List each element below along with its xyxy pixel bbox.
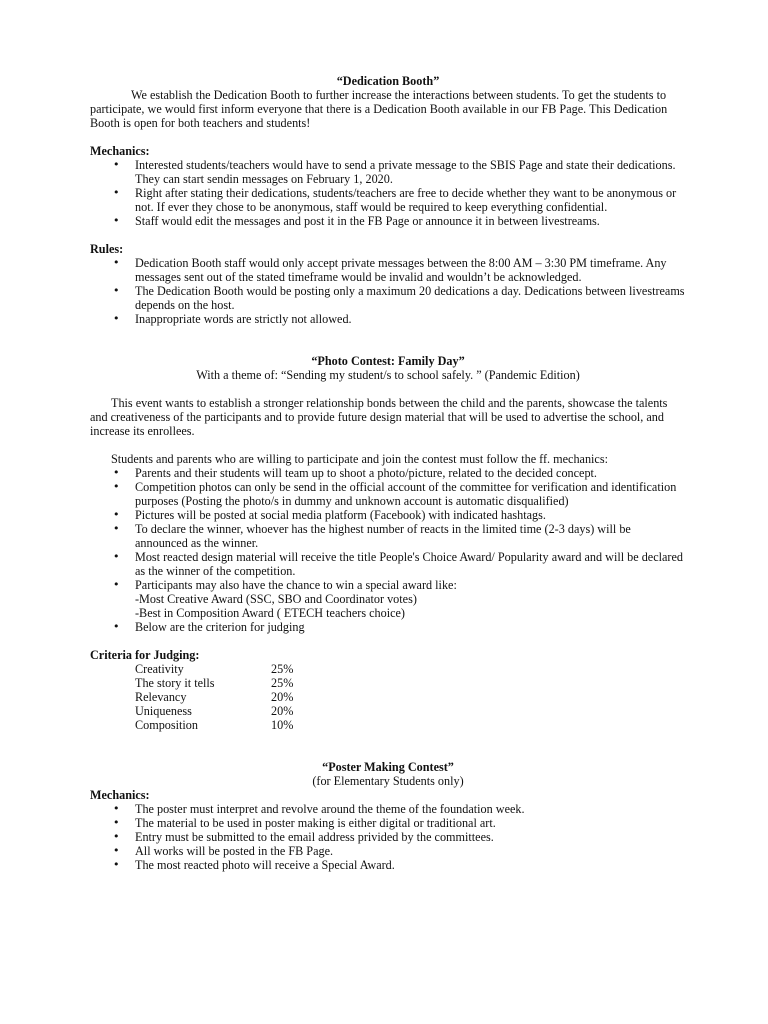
criteria-table	[90, 662, 686, 732]
list-item: • All works will be posted in the FB Page.	[90, 844, 686, 858]
criteria-heading: Criteria for Judging:	[90, 648, 200, 662]
dedication-intro: We establish the Dedication Booth to further increase the interactions between students. To get the students to participate, we would first inform everyone that there is a Dedication Booth available in our FB Page. This Dedication Booth is open for both teachers and students!	[90, 88, 668, 130]
criteria-name: Relevancy	[135, 690, 187, 704]
list-item: • Competition photos can only be send in the official account of the committee for verification and identification purposes (Posting the photo/s in dummy and unknown account is automatic disqualified)	[90, 480, 686, 508]
list-item: • To declare the winner, whoever has the highest number of reacts in the limited time (2-3 days) will be announced as the winner.	[90, 522, 686, 550]
list-item: • The material to be used in poster making is either digital or traditional art.	[90, 816, 686, 830]
list-item: • The Dedication Booth would be posting only a maximum 20 dedications a day. Dedications between livestreams depends on the host.	[90, 284, 686, 312]
list-item: • Interested students/teachers would have to send a private message to the SBIS Page and state their dedications. They can start sendin messages on February 1, 2020.	[90, 158, 686, 186]
criteria-weight: 20%	[271, 690, 294, 704]
list-item: • Pictures will be posted at social media platform (Facebook) with indicated hashtags.	[90, 508, 686, 522]
list-item: • Dedication Booth staff would only accept private messages between the 8:00 AM – 3:30 PM timeframe. Any messages sent out of the stated timeframe would be invalid and wouldn’t be acknowledged.	[90, 256, 686, 284]
dedication-rules-heading: Rules:	[90, 242, 124, 256]
list-item: • Below are the criterion for judging	[90, 620, 686, 634]
poster-contest-subtitle: (for Elementary Students only)	[312, 774, 464, 788]
dedication-rules-list	[90, 256, 686, 326]
list-item-special-award	[90, 578, 686, 620]
special-award-lead: Participants may also have the chance to win a special award like:	[135, 578, 457, 592]
special-award-item: -Best in Composition Award ( ETECH teachers choice)	[135, 606, 405, 620]
criteria-name: Creativity	[135, 662, 184, 676]
criteria-row	[90, 690, 686, 704]
photo-contest-intro: This event wants to establish a stronger relationship bonds between the child and the parents, showcase the talents and creativeness of the participants and to provide future design material that will be used to advertise the school, and increase its enrollees.	[90, 396, 668, 438]
photo-contest-theme: With a theme of: “Sending my student/s to school safely. ” (Pandemic Edition)	[196, 368, 580, 382]
poster-mechanics-list	[90, 802, 686, 872]
criteria-name: The story it tells	[135, 676, 215, 690]
criteria-weight: 20%	[271, 704, 294, 718]
list-item: • Inappropriate words are strictly not allowed.	[90, 312, 686, 326]
list-item: • Most reacted design material will receive the title People's Choice Award/ Popularity award and will be declared as the winner of the competition.	[90, 550, 686, 578]
dedication-mechanics-list	[90, 158, 686, 228]
special-award-item: -Most Creative Award (SSC, SBO and Coordinator votes)	[135, 592, 417, 606]
criteria-name: Composition	[135, 718, 198, 732]
list-item: • Parents and their students will team up to shoot a photo/picture, related to the decided concept.	[90, 466, 686, 480]
criteria-row	[90, 676, 686, 690]
criteria-row	[90, 704, 686, 718]
photo-contest-lead: Students and parents who are willing to participate and join the contest must follow the ff. mechanics:	[111, 452, 608, 466]
criteria-row	[90, 662, 686, 676]
photo-contest-title: “Photo Contest: Family Day”	[311, 354, 465, 368]
criteria-name: Uniqueness	[135, 704, 192, 718]
dedication-title: “Dedication Booth”	[336, 74, 440, 88]
document-page	[90, 74, 686, 872]
list-item: • The poster must interpret and revolve around the theme of the foundation week.	[90, 802, 686, 816]
criteria-weight: 25%	[271, 676, 294, 690]
list-item: • Staff would edit the messages and post it in the FB Page or announce it in between livestreams.	[90, 214, 686, 228]
list-item: • The most reacted photo will receive a Special Award.	[90, 858, 686, 872]
dedication-mechanics-heading: Mechanics:	[90, 144, 150, 158]
criteria-row	[90, 718, 686, 732]
criteria-weight: 10%	[271, 718, 294, 732]
criteria-weight: 25%	[271, 662, 294, 676]
list-item: • Entry must be submitted to the email address privided by the committees.	[90, 830, 686, 844]
photo-mechanics-list	[90, 466, 686, 634]
list-item: • Right after stating their dedications, students/teachers are free to decide whether they want to be anonymous or not. If ever they chose to be anonymous, staff would be required to keep everything confidential.	[90, 186, 686, 214]
poster-contest-title: “Poster Making Contest”	[322, 760, 454, 774]
poster-mechanics-heading: Mechanics:	[90, 788, 150, 802]
